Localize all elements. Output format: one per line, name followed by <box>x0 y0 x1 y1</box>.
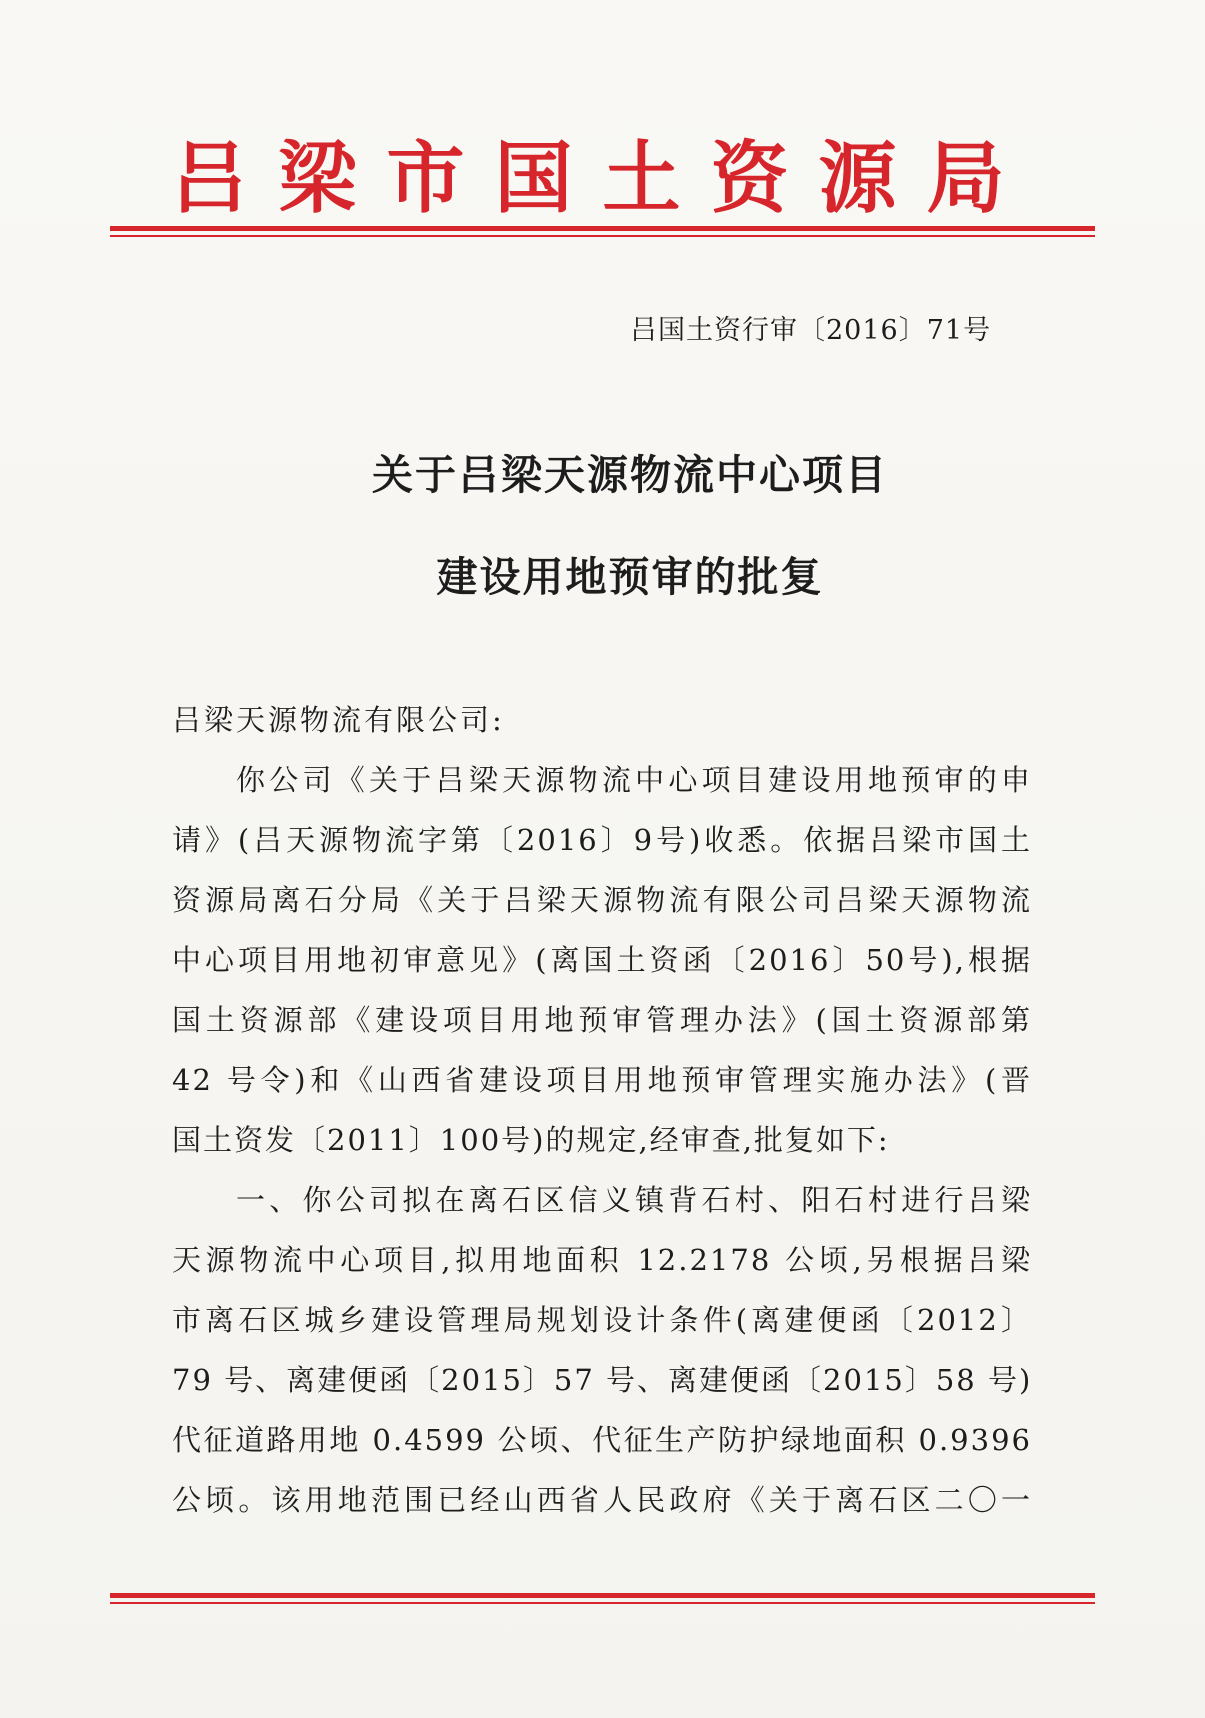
body-line: 市离石区城乡建设管理局规划设计条件(离建便函〔2012〕 <box>172 1303 1032 1337</box>
body-line: 一、你公司拟在离石区信义镇背石村、阳石村进行吕梁 <box>236 1183 1032 1217</box>
header-rule-thin <box>110 235 1095 237</box>
body-line: 国土资发〔2011〕100号)的规定,经审查,批复如下: <box>172 1123 890 1157</box>
recipient: 吕梁天源物流有限公司: <box>172 703 505 737</box>
body-line: 79 号、离建便函〔2015〕57 号、离建便函〔2015〕58 号) <box>172 1363 1033 1397</box>
document-title-line-2: 建设用地预审的批复 <box>436 553 824 601</box>
header-rule-thick <box>110 226 1095 231</box>
body-line: 代征道路用地 0.4599 公顷、代征生产防护绿地面积 0.9396 <box>172 1423 1032 1457</box>
body-line: 42 号令)和《山西省建设项目用地预审管理实施办法》(晋 <box>172 1063 1032 1097</box>
body-line: 国土资源部《建设项目用地预审管理办法》(国土资源部第 <box>172 1003 1032 1037</box>
footer-rule-thick <box>110 1593 1095 1598</box>
body-line: 资源局离石分局《关于吕梁天源物流有限公司吕梁天源物流 <box>172 883 1032 917</box>
document-number: 吕国土资行审〔2016〕71号 <box>630 315 992 346</box>
body-line: 公顷。该用地范围已经山西省人民政府《关于离石区二〇一 <box>172 1483 1032 1517</box>
body-line: 请》(吕天源物流字第〔2016〕9号)收悉。依据吕梁市国土 <box>172 823 1032 857</box>
body-line: 天源物流中心项目,拟用地面积 12.2178 公顷,另根据吕梁 <box>172 1243 1032 1277</box>
body-line: 你公司《关于吕梁天源物流中心项目建设用地预审的申 <box>236 763 1032 797</box>
body-line: 中心项目用地初审意见》(离国土资函〔2016〕50号),根据 <box>172 943 1032 977</box>
organization-header: 吕梁市国土资源局 <box>170 133 1035 224</box>
document-title-line-1: 关于吕梁天源物流中心项目 <box>372 451 888 499</box>
footer-rule-thin <box>110 1602 1095 1604</box>
